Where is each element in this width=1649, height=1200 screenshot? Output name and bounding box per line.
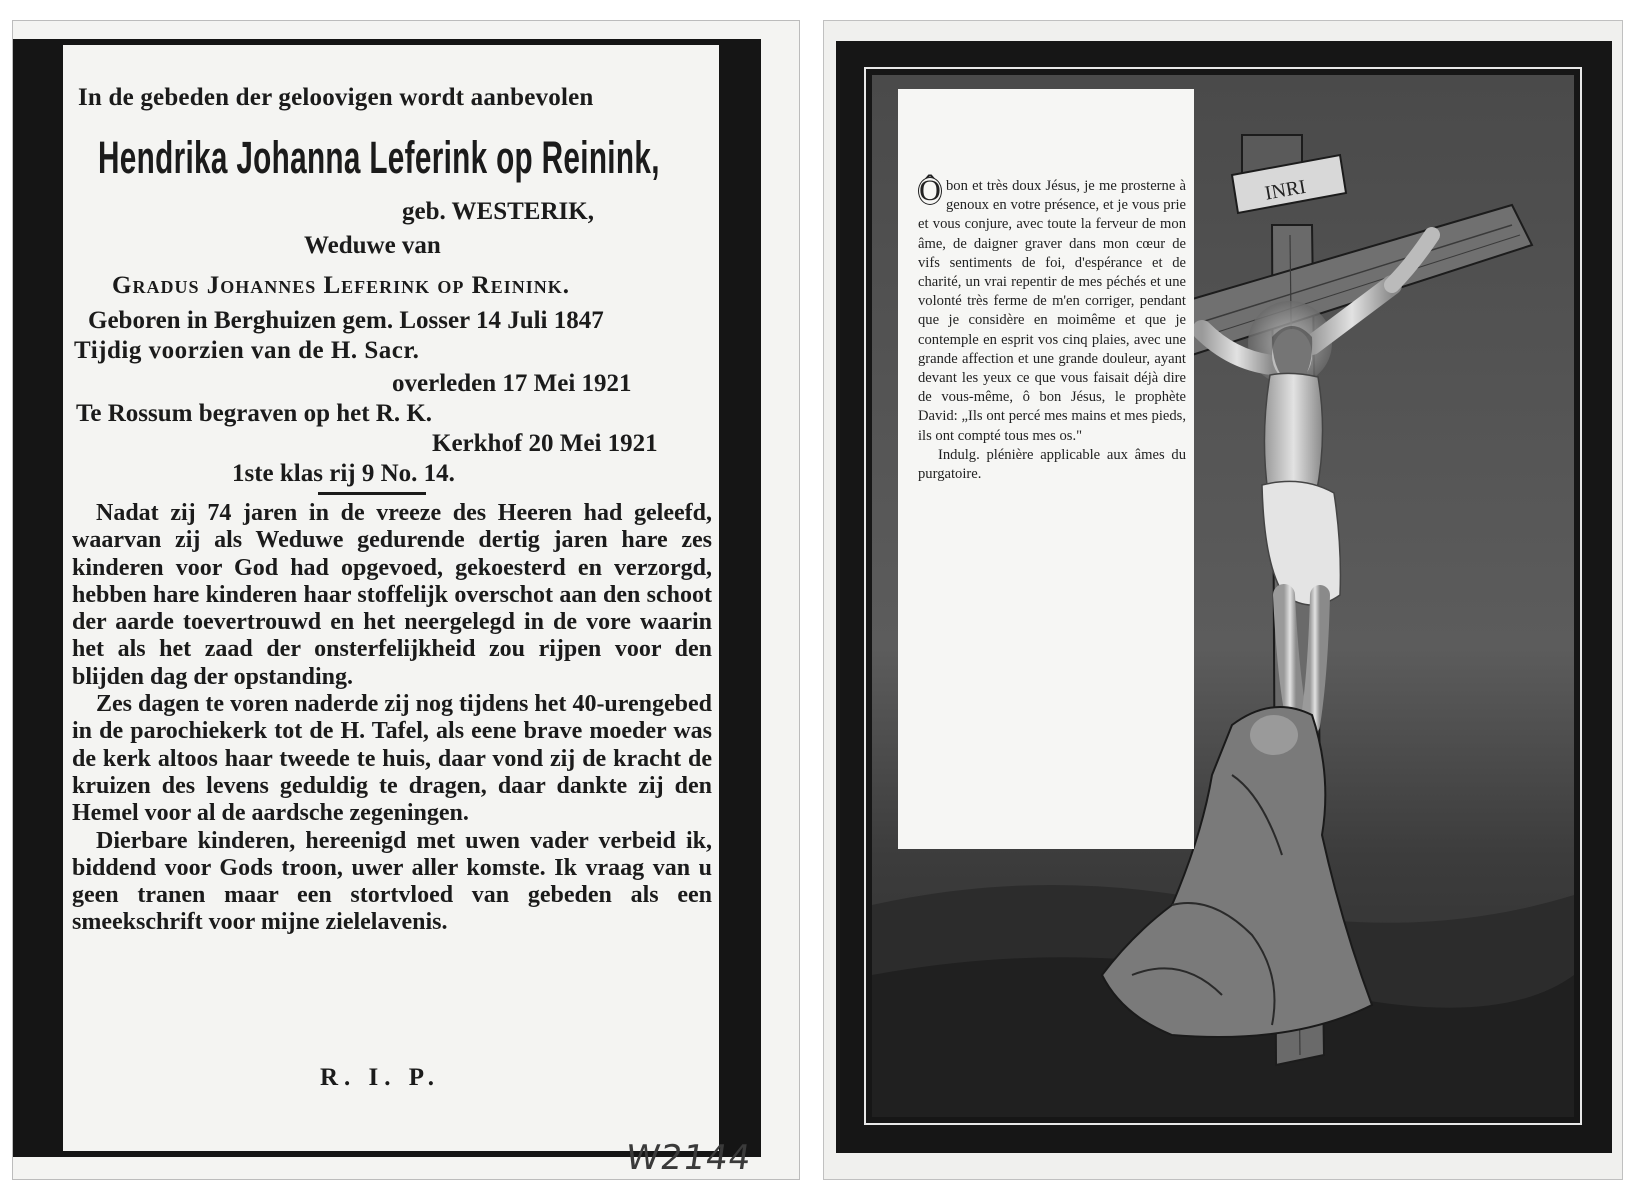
cemetery-line: Kerkhof 20 Mei 1921 [432,430,658,457]
mourning-border-left [13,39,63,1157]
memorial-card-image [823,20,1623,1180]
handwritten-catalog-number: W2144 [623,1138,754,1178]
death-line: overleden 17 Mei 1921 [392,370,632,397]
mourning-border-right [719,39,761,1157]
husband-name: Gradus Johannes Leferink op Reinink. [112,272,570,299]
prayer-body: bon et très doux Jésus, je me prosterne à genoux en votre présence, et je vous prie et vous conjure, avec toute la ferveur de mon âme, de daigner graver dans mon cœur de vifs sentiments de foi, d'espérance et de charité, un vrai repentir de mes péchés et une volonté très ferme de m'en corriger, pendant que je considère en moimême et que je contemple en esprit vos cinq plaies, avec une grande affection et une grande douleur, ayant devant les yeux ce que vous faisait déjà dire de vous-même, ô bon Jésus, le prophète David: „Ils ont percé mes mains et mes pieds, ils ont compté tous mes os." [918,178,1186,444]
prayer-text-panel [898,89,1194,849]
deceased-name: Hendrika Johanna Leferink op Reinink, [98,132,660,183]
prayer-text [918,174,1186,446]
paragraph: Nadat zij 74 jaren in de vreeze des Heeren had geleefd, waarvan zij als Weduwe gedurende dertig jaren hare zes kinderen voor God had opgevoed, gekoesterd en verzorgd, hebben hare kinderen haar stoffelijk overschot aan den schoot der aarde toevertrouwd en het neergelegd in de vore waarin het als het zaad der onsterfelijkheid zou rijpen voor den blijden dag der opstanding. [72,500,712,690]
intro-line: In de gebeden der geloovigen wordt aanbevolen [78,84,594,111]
burial-line: Te Rossum begraven op het R. K. [76,400,433,427]
body-text [72,500,712,937]
maiden-name: geb. WESTERIK, [402,198,594,225]
rip-closing: R. I. P. [320,1064,441,1091]
indulgence-note: Indulg. plénière applicable aux âmes du purgatoire. [918,446,1186,483]
paragraph: Zes dagen te voren naderde zij nog tijdens het 40-urengebed in de parochiekerk tot de H. Tafel, als eene brave moeder was de kerk altoos haar tweede te huis, daar vond zij de kracht de kruizen des levens geduldig te dragen, daar dankte zij den Hemel voor al de aardsche zegeningen. [72,691,712,827]
birth-line: Geboren in Berghuizen gem. Losser 14 Juli 1847 [88,307,604,334]
divider-rule [318,492,426,495]
prayer-initial: Ô [919,174,941,207]
widow-of-label: Weduwe van [304,232,441,259]
inri-inscription: INRI [1263,175,1308,205]
grave-location: 1ste klas rij 9 No. 14. [232,460,455,487]
paragraph: Dierbare kinderen, hereenigd met uwen vader verbeid ik, biddend voor Gods troon, uwer aller komste. Ik vraag van u geen tranen maar een stortvloed van gebeden als een smeekschrift voor mijne zielelavenis. [72,827,712,936]
sacraments-line: Tijdig voorzien van de H. Sacr. [74,337,420,364]
